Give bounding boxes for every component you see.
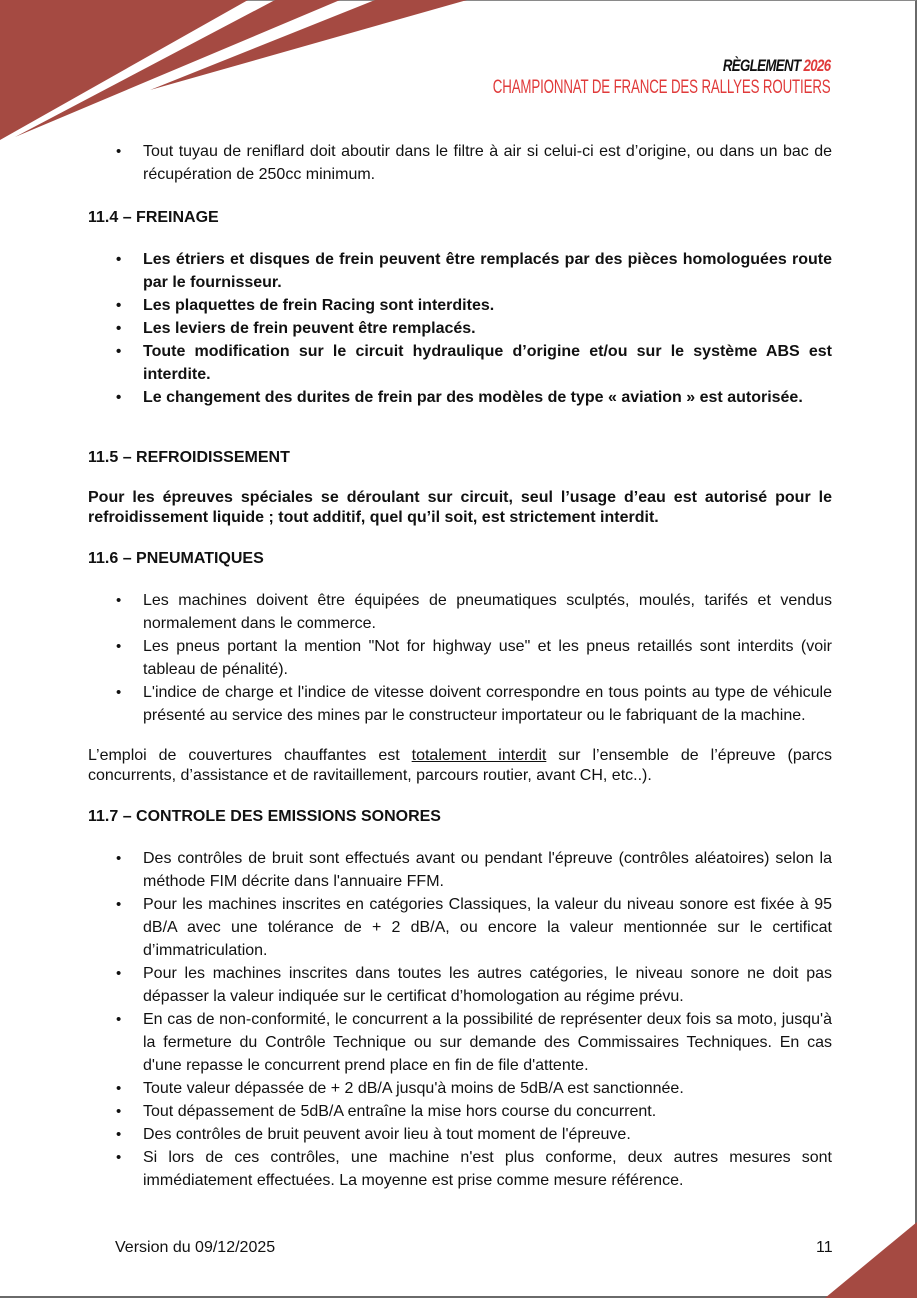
intro-list [88,140,832,186]
bottom-right-triangle [825,1222,917,1298]
list-item: • En cas de non-conformité, le concurrent a la possibilité de représenter deux fois sa moto, jusqu'à la fermeture du Contrôle Technique ou sur demande des Commissaires Techniques. En cas d'une repasse le concurrent prend place en fin de file d'attente. [88,1008,832,1077]
document-body [88,140,832,1192]
tyres-list [88,589,832,727]
list-item: • Tout tuyau de reniflard doit aboutir dans le filtre à air si celui-ci est d’origine, ou dans un bac de récupération de 250cc minimum. [88,140,832,186]
list-item: • Pour les machines inscrites en catégories Classiques, la valeur du niveau sonore est fixée à 95 dB/A avec une tolérance de + 2 dB/A, ou encore la valeur mentionnée sur le certificat d’immatriculation. [88,893,832,962]
noise-list [88,847,832,1192]
brakes-list [88,248,832,409]
list-item: • Les étriers et disques de frein peuvent être remplacés par des pièces homologuées route par le fournisseur. [88,248,832,294]
note-text-underlined: totalement interdit [411,747,547,764]
list-item: • Des contrôles de bruit sont effectués avant ou pendant l'épreuve (contrôles aléatoires) selon la méthode FIM décrite dans l'annuaire FFM. [88,847,832,893]
note-text-after: sur l’ensemble de l’épreuve (parcs concurrents, d’assistance et de ravitaillement, parcours routier, avant CH, etc..). [88,747,832,784]
list-item: • Toute modification sur le circuit hydraulique d’origine et/ou sur le système ABS est interdite. [88,340,832,386]
document-header [348,56,831,99]
header-subtitle: CHAMPIONNAT DE FRANCE DES RALLYES ROUTIERS [493,77,831,98]
list-item: • Les machines doivent être équipées de pneumatiques sculptés, moulés, tarifés et vendus normalement dans le commerce. [88,589,832,635]
list-item: • Toute valeur dépassée de + 2 dB/A jusqu'à moins de 5dB/A est sanctionnée. [88,1077,832,1100]
list-item: • Le changement des durites de frein par des modèles de type « aviation » est autorisée. [88,386,832,409]
section-title-11-6: 11.6 – PNEUMATIQUES [88,550,264,567]
header-title [455,56,831,76]
footer-version: Version du 09/12/2025 [115,1239,276,1256]
list-item: • Des contrôles de bruit peuvent avoir lieu à tout moment de l'épreuve. [88,1123,832,1146]
list-item: • Pour les machines inscrites dans toutes les autres catégories, le niveau sonore ne doit pas dépasser la valeur indiquée sur le certificat d’homologation au régime prévu. [88,962,832,1008]
list-item: • Les leviers de frein peuvent être remplacés. [88,317,832,340]
list-item: • Les pneus portant la mention "Not for highway use" et les pneus retaillés sont interdits (voir tableau de pénalité). [88,635,832,681]
tyre-warmers-note [88,746,832,786]
list-item: • Si lors de ces contrôles, une machine n'est plus conforme, deux autres mesures sont immédiatement effectuées. La moyenne est prise comme mesure référence. [88,1146,832,1192]
header-title-year: 2026 [803,56,831,75]
section-title-11-4: 11.4 – FREINAGE [88,209,219,226]
note-text-before: L’emploi de couvertures chauffantes est [88,747,412,764]
header-title-word: RÈGLEMENT [723,56,801,75]
section-title-11-5: 11.5 – REFROIDISSEMENT [88,449,290,466]
section-title-11-7: 11.7 – CONTROLE DES EMISSIONS SONORES [88,808,441,825]
list-item: • L'indice de charge et l'indice de vitesse doivent correspondre en tous points au type de véhicule présenté au service des mines par le constructeur importateur ou le fabriquant de la machine. [88,681,832,727]
list-item: • Les plaquettes de frein Racing sont interdites. [88,294,832,317]
page-number: 11 [816,1239,833,1256]
list-item: • Tout dépassement de 5dB/A entraîne la mise hors course du concurrent. [88,1100,832,1123]
cooling-paragraph: Pour les épreuves spéciales se déroulant sur circuit, seul l’usage d’eau est autorisé pour le refroidissement liquide ; tout additif, quel qu’il soit, est strictement interdit. [88,489,832,526]
